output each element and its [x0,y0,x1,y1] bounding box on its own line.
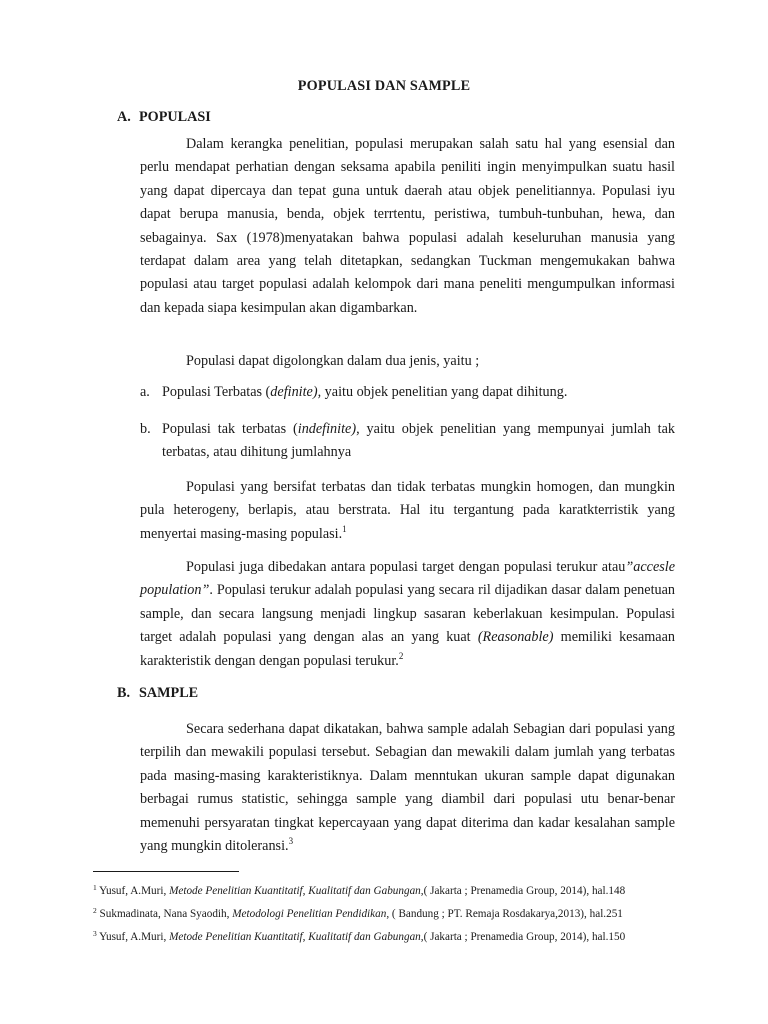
footnote-1: $^1$ Yusuf, A.Muri, Metode Penelitian Kuantitatif, Kualitatif dan Gabungan,( Jakarta ; Prenamedia Group, 2014), hal.148 [93,883,626,897]
section-b-paragraph-1: Secara sederhana dapat dikatakan, bahwa sample adalah Sebagian dari populasi yang terpilih dan mewakili populasi tersebut. Sebagian dan mewakili dalam jumlah yang terbatas pada masing-masing karakteristiknya. Dalam menntukan ukuran sample dapat digunakan berbagai rumus statistic, sehingga sample yang diambil dari populasi utu benar-benar memenuhi persyaratan tingkat kepercayaan yang dapat diterima dan kadar kesalahan sample yang mungkin ditoleransi.$^3$ [140,721,675,855]
list-item-text: Populasi tak terbatas (indefinite), yaitu objek penelitian yang mempunyai jumlah tak terbatas, atau dihitung jumlahnya [162,421,676,461]
section-b-title: SAMPLE [139,685,199,701]
section-a-heading [117,109,211,126]
section-a-paragraph-1: Dalam kerangka penelitian, populasi merupakan salah satu hal yang esensial dan perlu mendapat perhatian dengan seksama apabila peniliti ingin menyimpulkan suatu hasil yang dapat dipercaya dan tepat guna untuk daerah atau objek penelitiannya. Populasi iyu dapat berupa manusia, benda, objek terrtentu, peristiwa, tumbuh-tunbuhan, hewa, dan sebagainya. Sax (1978)menyatakan bahwa populasi adalah keseluruhan manusia yang terdapat dalam area yang telah ditetapkan, sedangkan Tuckman mengemukakan bahwa populasi atau target populasi adalah kelompok dari mana peneliti mengumpulkan informasi dan kepada siapa kesimpulan akan digambarkan. [140,136,675,316]
section-b-letter: B. [117,685,131,701]
footnote-ref-1[interactable]: 1 [342,523,347,534]
footnote-separator [93,871,239,872]
section-a-letter: A. [117,109,131,125]
section-a-paragraph-4: Populasi juga dibedakan antara populasi target dengan populasi terukur atau”accesle population”. Populasi terukur adalah populasi yang secara ril dijadikan dasar dalam penetuan sample, dan secara langsung menjadi lingkup sasaran keberlakuan kesimpulan. Populasi target adalah populasi yang dengan alas an yang kuat (Reasonable) memiliki kesamaan karakteristik dengan dengan populasi terukur.$^2$ [140,559,675,669]
footnote-2: $^2$ Sukmadinata, Nana Syaodih, Metodologi Penelitian Pendidikan, ( Bandung ; PT. Remaja Rosdakarya,2013), hal.251 [93,906,623,920]
list-marker: b. [140,421,151,437]
section-a-paragraph-3: Populasi yang bersifat terbatas dan tidak terbatas mungkin homogen, dan mungkin pula heterogeny, berlapis, atau berstrata. Hal itu tergantung pada karatkterristik yang menyertai masing-masing populasi.$^1$ [140,479,675,542]
section-a-paragraph-2: Populasi dapat digolongkan dalam dua jenis, yaitu ; [186,353,480,369]
list-item-text: Populasi Terbatas (definite), yaitu objek penelitian yang dapat dihitung. [162,384,568,400]
section-b-heading [117,685,198,702]
list-marker: a. [140,384,150,400]
footnote-3: $^3$ Yusuf, A.Muri, Metode Penelitian Kuantitatif, Kualitatif dan Gabungan,( Jakarta ; Prenamedia Group, 2014), hal.150 [93,929,626,943]
page-title: POPULASI DAN SAMPLE [297,78,471,94]
footnote-ref-3[interactable]: 3 [288,836,294,847]
section-a-title: POPULASI [139,109,211,125]
footnote-ref-2[interactable]: 2 [398,650,404,661]
